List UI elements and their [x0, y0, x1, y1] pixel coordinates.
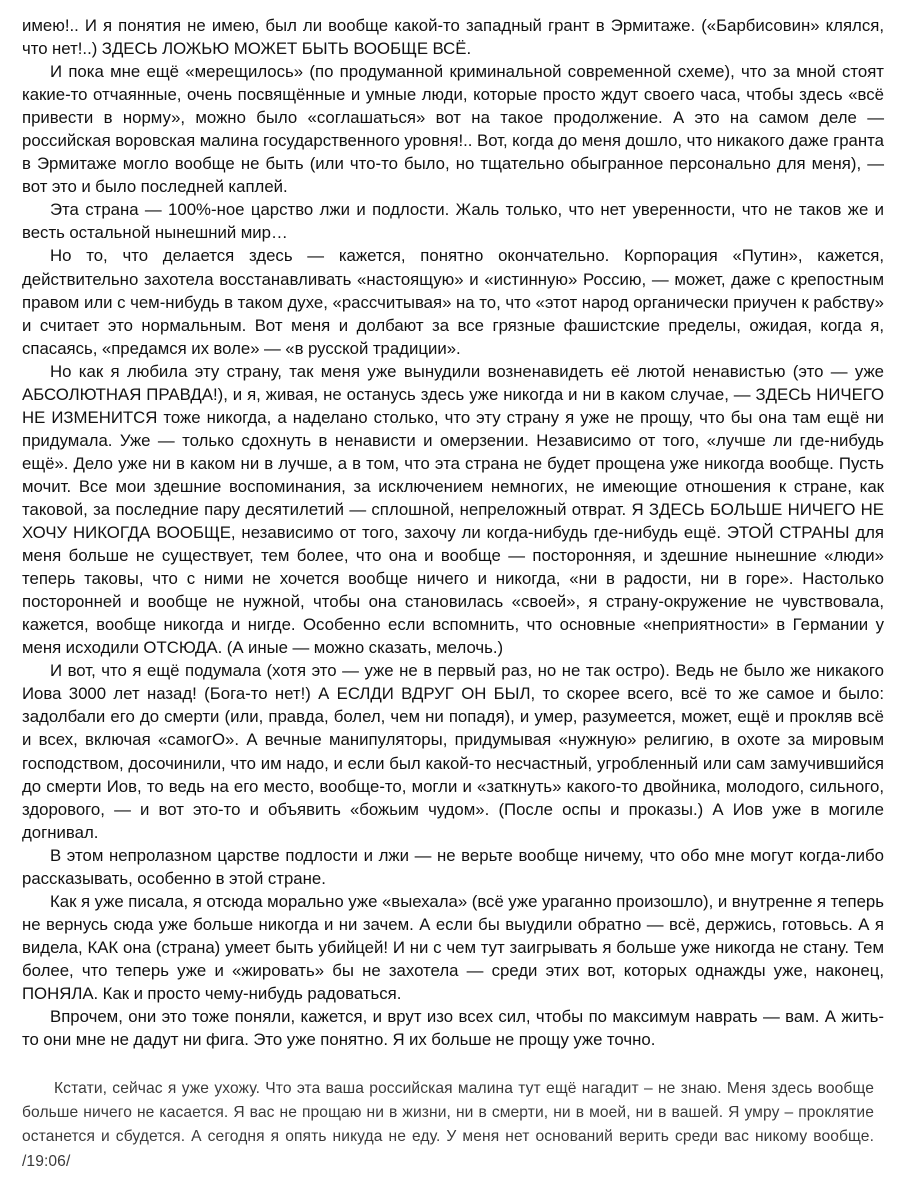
paragraph: Впрочем, они это тоже поняли, кажется, и врут изо всех сил, чтобы по максимум наврать — вам. А жить-то они мне не дадут ни фига. Это уже понятно. Я их больше не прощу уже точно. — [22, 1007, 884, 1050]
paragraph: Но как я любила эту страну, так меня уже вынудили возненавидеть её лютой ненавистью (это — уже АБСОЛЮТНАЯ ПРАВДА!), и я, живая, не останусь здесь уже никогда и ни в каком случае, — ЗДЕСЬ НИЧЕГО НЕ ИЗМЕНИТСЯ тоже никогда, а наделано столько, что эту страну я уже не прощу, что бы она там ещё ни придумала. Уже — только сдохнуть в ненависти и омерзении. Независимо от того, «лучше ли где-нибудь ещё». Дело уже ни в каком ни в лучше, а в том, что эта страна не будет прощена уже никогда вообще. Пусть мочит. Все мои здешние воспоминания, за исключением немногих, не имеющие отношения к стране, как таковой, за последние пару десятилетий — сплошной, непреложный отврат. Я ЗДЕСЬ БОЛЬШЕ НИЧЕГО НЕ ХОЧУ НИКОГДА ВООБЩЕ, независимо от того, захочу ли когда-нибудь где-нибудь ещё. ЭТОЙ СТРАНЫ для меня больше не существует, тем более, что она и вообще — посторонняя, и здешние нынешние «люди» теперь таковы, что с ними не хочется вообще ничего и никогда, «ни в радости, ни в горе». Настолько посторонней и вообще не нужной, чтобы она становилась «своей», я страну-окружение не чувствовала, кажется, вообще никогда и нигде. Особенно если вспомнить, что основные «неприятности» в Германии у меня исходили ОТСЮДА. (А иные — можно сказать, мелочь.) — [22, 361, 884, 658]
paragraph: В этом непролазном царстве подлости и лжи — не верьте вообще ничему, что обо мне могут когда-либо рассказывать, особенно в этой стране. — [22, 845, 884, 888]
paragraph: имею!.. И я понятия не имею, был ли вообще какой-то западный грант в Эрмитаже. («Барбисовин» клялся, что нет!..) ЗДЕСЬ ЛОЖЬЮ МОЖЕТ БЫТЬ ВООБЩЕ ВСЁ. — [22, 16, 884, 59]
paragraph: И пока мне ещё «мерещилось» (по продуманной криминальной современной схеме), что за мной стоят какие-то отчаянные, очень посвящённые и умные люди, которые просто ждут своего часа, чтобы здесь «всё привести в норму», можно было «соглашаться» вот на такое продолжение. А это на самом деле — российская воровская малина государственного уровня!.. Вот, когда до меня дошло, что никакого даже гранта в Эрмитаже могло вообще не быть (или что-то было, но тщательно обыгранное персонально для меня), — вот это и было последней каплей. — [22, 62, 884, 197]
footnote-block — [22, 1077, 874, 1174]
paragraph: Как я уже писала, я отсюда морально уже «выехала» (всё уже ураганно произошло), и внутренне я теперь не вернусь сюда уже больше никогда и ни зачем. А если бы выудили обратно — всё, держись, готовьсь. А я видела, КАК она (страна) умеет быть убийцей! И ни с чем тут заигрывать я больше уже никогда не стану. Тем более, что теперь уже и «жировать» бы не захотела — среди этих вот, которых однажды уже, наконец, ПОНЯЛА. Как и просто чему-нибудь радоваться. — [22, 891, 884, 1003]
main-text-body — [22, 14, 884, 1051]
paragraph: Эта страна — 100%-ное царство лжи и подлости. Жаль только, что нет уверенности, что не таков же и весть остальной нынешний мир… — [22, 200, 884, 243]
paragraph: И вот, что я ещё подумала (хотя это — уже не в первый раз, но не так остро). Ведь не было же никакого Иова 3000 лет назад! (Бога-то нет!) А ЕСЛДИ ВДРУГ ОН БЫЛ, то скорее всего, всё то же самое и было: задолбали его до смерти (или, правда, болел, чем ни попадя), и умер, разумеется, может, ещё и прокляв всё и всех, включая «самогО». А вечные манипуляторы, придумывая «нужную» религию, в охоте за мировым господством, досочинили, что им надо, и если был какой-то несчастный, угробленный или сам замучившийся до смерти Иов, то ведь на его место, вообще-то, могли и «заткнуть» какого-то двойника, молодого, сильного, здорового, — и вот это-то и объявить «божьим чудом». (После оспы и проказы.) А Иов уже в могиле догнивал. — [22, 661, 884, 842]
footnote-text: Кстати, сейчас я уже ухожу. Что эта ваша российская малина тут ещё нагадит – не знаю. Меня здесь вообще больше ничего не касается. Я вас не прощаю ни в жизни, ни в смерти, ни в моей, ни в вашей. Я умру – проклятие останется и сбудется. А сегодня я опять никуда не еду. У меня нет оснований верить среди вас никому вообще. /19:06/ — [22, 1080, 874, 1170]
paragraph: Но то, что делается здесь — кажется, понятно окончательно. Корпорация «Путин», кажется, действительно захотела восстанавливать «настоящую» и «истинную» Россию, — может, даже с крепостным правом или с чем-нибудь в таком духе, «рассчитывая» на то, что «этот народ органически приучен к рабству» и считает это нормальным. Вот меня и долбают за все грязные фашистские пределы, ожидая, когда я, спасаясь, «предамся их воле» — «в русской традиции». — [22, 246, 884, 358]
